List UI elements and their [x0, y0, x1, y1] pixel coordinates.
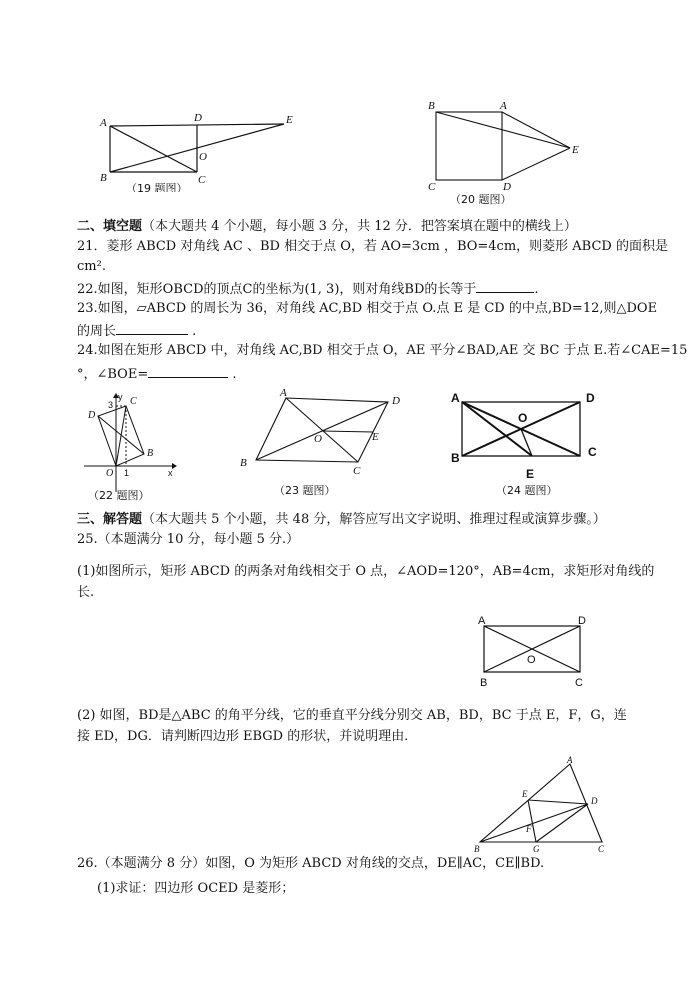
question-23-text: 的周长	[77, 324, 117, 339]
label-o: O	[314, 433, 322, 445]
label-o: O	[199, 151, 207, 163]
label-b: B	[451, 451, 460, 465]
question-25: 25.（本题满分 10 分，每小题 5 分.）	[77, 532, 300, 547]
segment-oe	[322, 431, 373, 432]
label-a: A	[451, 391, 460, 405]
label-b: B	[240, 457, 247, 469]
label-y: y	[118, 392, 123, 402]
question-24-line-2	[77, 364, 237, 384]
label-c: C	[428, 181, 436, 193]
question-23-line-1: 23.如图，▱ABCD 的周长为 36，对角线 AC,BD 相交于点 O.点 E 是 CD 的中点,BD=12,则△DOE	[77, 301, 658, 316]
caption-23: （23 题图）	[274, 484, 336, 497]
question-25-1-line-1: (1)如图所示，矩形 ABCD 的两条对角线相交于 O 点，∠AOD=120°，AB=4cm，求矩形对角线的	[77, 564, 655, 579]
label-e: E	[522, 789, 528, 799]
label-c: C	[598, 844, 605, 854]
figure-22	[82, 392, 182, 504]
label-b: B	[147, 448, 154, 459]
label-b: B	[474, 844, 480, 854]
label-c: C	[588, 445, 597, 459]
label-e: E	[372, 431, 379, 443]
section-3-intro: （本大题共 5 个小题，共 48 分，解答应写出文字说明、推理过程或演算步骤。）	[142, 512, 606, 527]
label-o: O	[518, 411, 528, 425]
section-2-intro: （本大题共 4 个小题，每小题 3 分，共 12 分．把答案填在题中的横线上）	[142, 219, 577, 234]
answer-blank-23	[116, 321, 188, 335]
caption-24: （24 题图）	[496, 484, 558, 497]
segment-ac	[110, 126, 197, 172]
question-25-2-line-2: 接 ED，DG．请判断四边形 EBGD 的形状，并说明理由．	[77, 729, 418, 744]
segment-ae	[502, 112, 570, 148]
label-c: C	[575, 677, 583, 689]
diagonal-oc	[116, 406, 126, 466]
label-d: D	[591, 796, 598, 806]
triangle-abc	[480, 764, 602, 842]
figure-23	[232, 386, 412, 500]
answer-blank-24	[148, 364, 228, 378]
label-c: C	[198, 174, 206, 186]
label-e: E	[286, 114, 293, 126]
question-25-2-line-1: (2) 如图，BD是△ABC 的角平分线，它的垂直平分线分别交 AB，BD，BC 于点 E，F，G，连	[77, 708, 627, 723]
segment-be	[436, 112, 570, 148]
question-22-text: 22.如图，矩形OBCD的顶点C的坐标为(1, 3)，则对角线BD的长等于	[77, 282, 477, 297]
question-22-end: .	[534, 282, 539, 297]
label-f: F	[526, 824, 532, 834]
section-3-heading: 三、解答题	[77, 512, 143, 527]
x-axis-arrow	[172, 463, 177, 469]
question-24-end: .	[232, 367, 237, 382]
figure-19	[98, 110, 308, 192]
square-abcd	[436, 112, 502, 180]
label-b: B	[100, 172, 107, 184]
caption-20: （20 题图）	[450, 193, 512, 206]
diagonal-ac	[286, 398, 358, 462]
segment-ed	[528, 800, 588, 804]
label-x: x	[168, 468, 173, 478]
figure-25-1	[474, 612, 598, 692]
label-b: B	[428, 100, 435, 112]
answer-blank-22	[476, 279, 534, 293]
question-23-end: .	[192, 324, 197, 339]
question-24-text: °，∠BOE=	[77, 367, 149, 382]
question-21-line-1: 21．菱形 ABCD 对角线 AC 、BD 相交于点 O，若 AO=3cm ，BO=4cm，则菱形 ABCD 的面积是	[77, 239, 668, 254]
label-a: A	[500, 100, 507, 112]
segment-eg	[528, 800, 536, 842]
caption-22: （22 题图）	[88, 489, 150, 502]
label-a: A	[280, 387, 287, 399]
figure-20	[424, 98, 594, 208]
question-22	[77, 279, 539, 299]
label-a: A	[478, 615, 486, 627]
question-25-1-line-2: 长.	[77, 585, 95, 600]
question-23-line-2	[77, 321, 196, 341]
label-d: D	[194, 112, 202, 124]
label-c: C	[130, 396, 137, 407]
figure-24	[448, 390, 608, 500]
segment-dg	[536, 804, 588, 842]
label-a: A	[567, 755, 573, 765]
segment-de	[502, 148, 570, 180]
segment-bd	[480, 804, 588, 842]
label-o: O	[106, 468, 114, 479]
caption-19: （19 题图）	[126, 182, 188, 192]
label-d: D	[88, 410, 96, 421]
label-e: E	[526, 467, 535, 481]
figure-25-2	[470, 754, 610, 854]
label-3: 3	[108, 400, 114, 410]
label-g: G	[533, 844, 540, 854]
label-o: O	[527, 654, 536, 666]
label-d: D	[586, 391, 595, 405]
label-d: D	[503, 181, 511, 193]
section-2-heading: 二、填空题	[77, 219, 143, 234]
section-2-header	[77, 218, 577, 236]
section-3-header	[77, 511, 606, 529]
label-e: E	[572, 144, 579, 156]
label-d: D	[392, 395, 400, 407]
label-c: C	[353, 465, 361, 477]
question-24-line-1: 24.如图在矩形 ABCD 中，对角线 AC,BD 相交于点 O，AE 平分∠BAD,AE 交 BC 于点 E.若∠CAE=15	[77, 343, 688, 358]
label-b: B	[480, 677, 488, 689]
question-26-1: (1)求证：四边形 OCED 是菱形；	[97, 881, 295, 896]
label-1: 1	[124, 468, 130, 478]
question-21-line-2: cm².	[77, 259, 106, 274]
label-d: D	[578, 615, 586, 627]
question-26: 26.（本题满分 8 分）如图，O 为矩形 ABCD 对角线的交点，DE∥AC，CE∥BD.	[77, 856, 545, 871]
label-a: A	[100, 117, 107, 129]
